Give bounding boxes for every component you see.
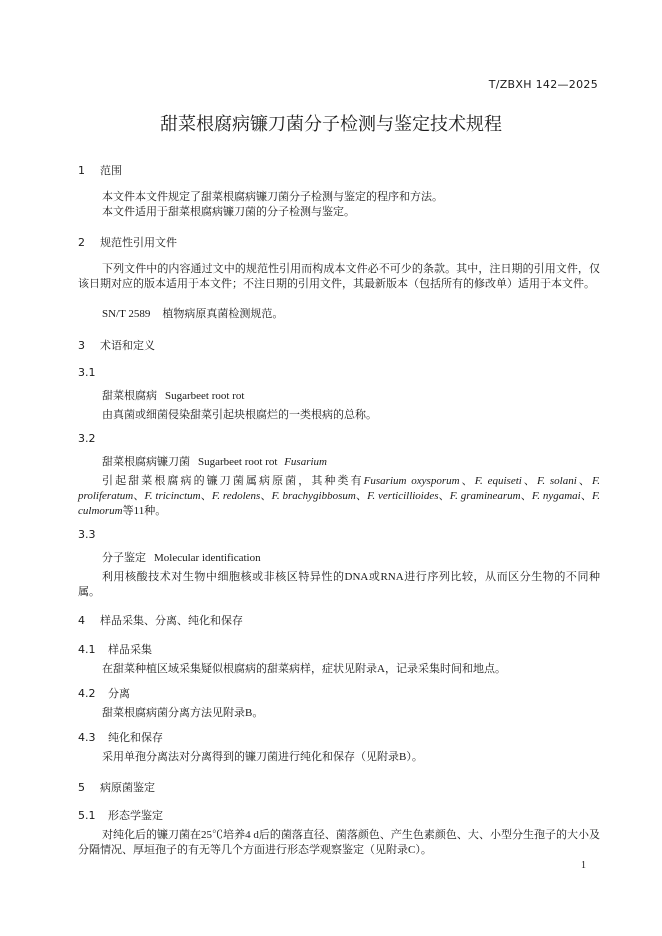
section-4-1-heading: [78, 641, 152, 657]
section-4-1-paragraph: 在甜菜种植区域采集疑似根腐病的甜菜病样，症状见附录A，记录采集时间和地点。: [102, 663, 506, 675]
reference-title: 植物病原真菌检测规范。: [162, 308, 284, 320]
subsection-title: 形态学鉴定: [108, 809, 163, 822]
definition-text: 引起甜菜根腐病的镰刀菌属病原菌，其种类有: [102, 475, 364, 487]
term-3-2-definition: [78, 474, 600, 519]
document-title: 甜菜根腐病镰刀菌分子检测与鉴定技术规程: [160, 114, 502, 135]
separator: 、: [200, 490, 212, 502]
term-3-3-number: 3.3: [78, 528, 96, 541]
separator: 、: [260, 490, 272, 502]
section-number: 1: [78, 164, 85, 177]
term-3-1-definition: 由真菌或细菌侵染甜菜引起块根腐烂的一类根病的总称。: [102, 409, 377, 421]
normative-reference: [78, 307, 600, 322]
species-name: F. solani: [537, 475, 577, 487]
section-4-2-paragraph: 甜菜根腐病菌分离方法见附录B。: [102, 707, 264, 719]
separator: 、: [520, 490, 532, 502]
separator: 、: [459, 475, 475, 487]
term-name-zh: 分子鉴定: [102, 551, 146, 564]
section-4-heading: [78, 612, 243, 628]
term-name-zh: 甜菜根腐病镰刀菌: [102, 455, 190, 468]
standard-number: T/ZBXH 142—2025: [488, 78, 598, 91]
section-4-3-heading: [78, 729, 163, 745]
term-name-en: Sugarbeet root rot: [165, 390, 245, 402]
section-1-paragraph-1: 本文件本文件规定了甜菜根腐病镰刀菌分子检测与鉴定的程序和方法。: [102, 191, 443, 203]
species-name: F. graminearum: [449, 490, 521, 502]
section-2-paragraph-1: 下列文件中的内容通过文中的规范性引用而构成本文件必不可少的条款。其中，注日期的引用文件，仅该日期对应的版本适用于本文件；不注日期的引用文件，其最新版本（包括所有的修改单）适用于本文件。: [78, 263, 600, 290]
species-name: F. nygamai: [531, 490, 581, 502]
subsection-number: 4.2: [78, 687, 96, 700]
section-title: 样品采集、分离、纯化和保存: [100, 614, 243, 627]
subsection-title: 纯化和保存: [108, 731, 163, 744]
section-number: 3: [78, 339, 85, 352]
separator: 、: [580, 490, 592, 502]
section-1-heading: [78, 162, 122, 178]
species-name: F. redolens: [211, 490, 261, 502]
term-name-en: Sugarbeet root rot: [198, 456, 278, 468]
species-name: F. tricinctum: [144, 490, 201, 502]
term-name-zh: 甜菜根腐病: [102, 389, 157, 402]
reference-code: SN/T 2589: [102, 308, 151, 320]
section-title: 规范性引用文件: [100, 236, 177, 249]
term-3-1: [102, 387, 244, 403]
separator: 、: [133, 490, 145, 502]
term-3-3: [102, 549, 261, 565]
definition-text: 等11种。: [122, 505, 167, 517]
separator: 、: [438, 490, 450, 502]
section-2-heading: [78, 234, 177, 250]
section-number: 5: [78, 781, 85, 794]
subsection-number: 4.1: [78, 643, 96, 656]
section-4-3-paragraph: 采用单孢分离法对分离得到的镰刀菌进行纯化和保存（见附录B）。: [102, 751, 423, 763]
term-name-en: Molecular identification: [154, 552, 261, 564]
species-name: F. brachygibbosum: [271, 490, 356, 502]
section-5-heading: [78, 779, 155, 795]
section-4-2-heading: [78, 685, 130, 701]
species-name: F. culmorum: [78, 490, 601, 517]
term-3-1-number: 3.1: [78, 366, 96, 379]
species-name: F. verticillioides: [367, 490, 439, 502]
separator: 、: [521, 475, 538, 487]
subsection-title: 样品采集: [108, 643, 152, 656]
section-3-heading: [78, 337, 155, 353]
section-title: 术语和定义: [100, 339, 155, 352]
section-5-1-heading: [78, 807, 163, 823]
separator: 、: [576, 475, 592, 487]
term-3-2-number: 3.2: [78, 432, 96, 445]
section-number: 2: [78, 236, 85, 249]
species-name: F. equiseti: [474, 475, 522, 487]
section-title: 病原菌鉴定: [100, 781, 155, 794]
section-title: 范围: [100, 164, 122, 177]
term-genus: Fusarium: [284, 456, 327, 468]
separator: 、: [355, 490, 368, 502]
section-5-1-paragraph: 对纯化后的镰刀菌在25℃培养4 d后的菌落直径、菌落颜色、产生色素颜色、大、小型分生孢子的大小及分隔情况、厚垣孢子的有无等几个方面进行形态学观察鉴定（见附录C）。: [78, 829, 600, 856]
section-number: 4: [78, 614, 85, 627]
section-1-paragraph-2: 本文件适用于甜菜根腐病镰刀菌的分子检测与鉴定。: [102, 206, 355, 218]
term-3-3-definition: 利用核酸技术对生物中细胞核或非核区特异性的DNA或RNA进行序列比较，从而区分生物的不同种属。: [78, 571, 600, 598]
subsection-title: 分离: [108, 687, 130, 700]
page-number: 1: [581, 860, 586, 871]
species-name: Fusarium oxysporum: [363, 475, 460, 487]
subsection-number: 4.3: [78, 731, 96, 744]
term-3-2: [102, 453, 327, 469]
species-name: F. proliferatum: [78, 475, 601, 502]
subsection-number: 5.1: [78, 809, 96, 822]
